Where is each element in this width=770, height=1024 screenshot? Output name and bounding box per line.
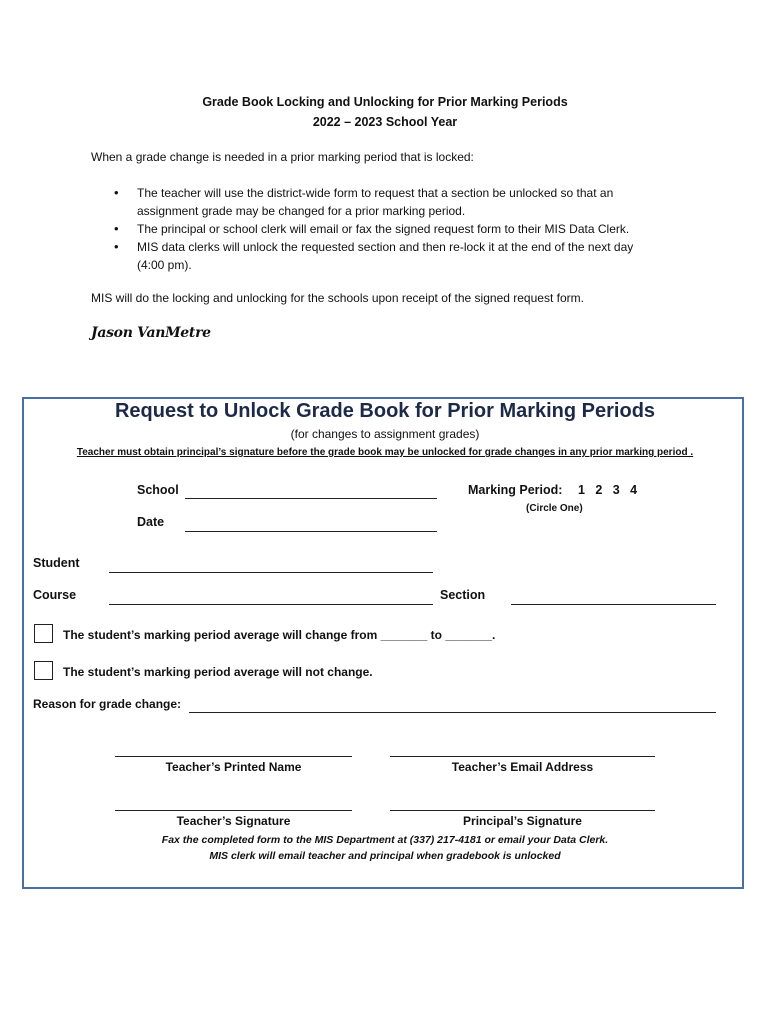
- form-note: Teacher must obtain principal’s signature before the grade book may be unlocked for grade changes in any prior marking period .: [76, 447, 694, 458]
- school-label: School: [137, 483, 179, 497]
- list-item: [91, 238, 697, 274]
- procedure-list: [91, 184, 697, 274]
- course-field[interactable]: [109, 604, 433, 605]
- reason-field[interactable]: [189, 712, 716, 713]
- date-field[interactable]: [185, 531, 437, 532]
- unlock-notification-note: MIS clerk will email teacher and principal when gradebook is unlocked: [209, 850, 561, 862]
- bullet-text: MIS data clerks will unlock the requested section and then re-lock it at the end of the next day: [137, 240, 634, 254]
- marking-period-options[interactable]: 1 2 3 4: [578, 483, 638, 497]
- section-field[interactable]: [511, 604, 716, 605]
- bullet-text: The teacher will use the district-wide form to request that a section be unlocked so that an: [137, 186, 614, 200]
- teacher-signature-label: Teacher’s Signature: [176, 814, 291, 828]
- student-field[interactable]: [109, 572, 433, 573]
- average-no-change-label: The student’s marking period average will not change.: [63, 665, 373, 679]
- average-no-change-checkbox[interactable]: [34, 661, 53, 680]
- bullet-text: assignment grade may be changed for a prior marking period.: [137, 204, 466, 218]
- bullet-text: (4:00 pm).: [137, 258, 192, 272]
- intro-closing: MIS will do the locking and unlocking for the schools upon receipt of the signed request form.: [91, 291, 584, 305]
- fax-instructions: Fax the completed form to the MIS Department at (337) 217-4181 or email your Data Clerk.: [161, 834, 609, 846]
- course-label: Course: [33, 588, 77, 602]
- reason-label: Reason for grade change:: [33, 697, 182, 711]
- intro-lead: When a grade change is needed in a prior marking period that is locked:: [91, 150, 474, 164]
- list-item: [91, 184, 697, 220]
- list-item: [91, 220, 697, 238]
- form-title: Request to Unlock Grade Book for Prior Marking Periods: [114, 400, 656, 422]
- average-will-change-label: The student’s marking period average will change from _______ to _______.: [63, 628, 496, 642]
- student-label: Student: [33, 556, 80, 570]
- school-year: 2022 – 2023 School Year: [312, 115, 458, 129]
- form-subtitle: (for changes to assignment grades): [290, 427, 480, 441]
- average-will-change-checkbox[interactable]: [34, 624, 53, 643]
- teacher-printed-name-label: Teacher’s Printed Name: [165, 760, 302, 774]
- teacher-printed-name-field[interactable]: [115, 756, 352, 757]
- principal-signature-label: Principal’s Signature: [463, 814, 582, 828]
- author-signature: Jason VanMetre: [91, 325, 211, 341]
- teacher-email-field[interactable]: [390, 756, 655, 757]
- school-field[interactable]: [185, 498, 437, 499]
- teacher-email-label: Teacher’s Email Address: [451, 760, 594, 774]
- marking-period-label: Marking Period:: [468, 483, 563, 497]
- teacher-signature-field[interactable]: [115, 810, 352, 811]
- document-title: Grade Book Locking and Unlocking for Prior Marking Periods: [202, 95, 568, 109]
- circle-one-hint: (Circle One): [526, 503, 583, 514]
- principal-signature-field[interactable]: [390, 810, 655, 811]
- section-label: Section: [440, 588, 486, 602]
- date-label: Date: [137, 515, 165, 529]
- bullet-text: The principal or school clerk will email or fax the signed request form to their MIS Data Clerk.: [137, 222, 630, 236]
